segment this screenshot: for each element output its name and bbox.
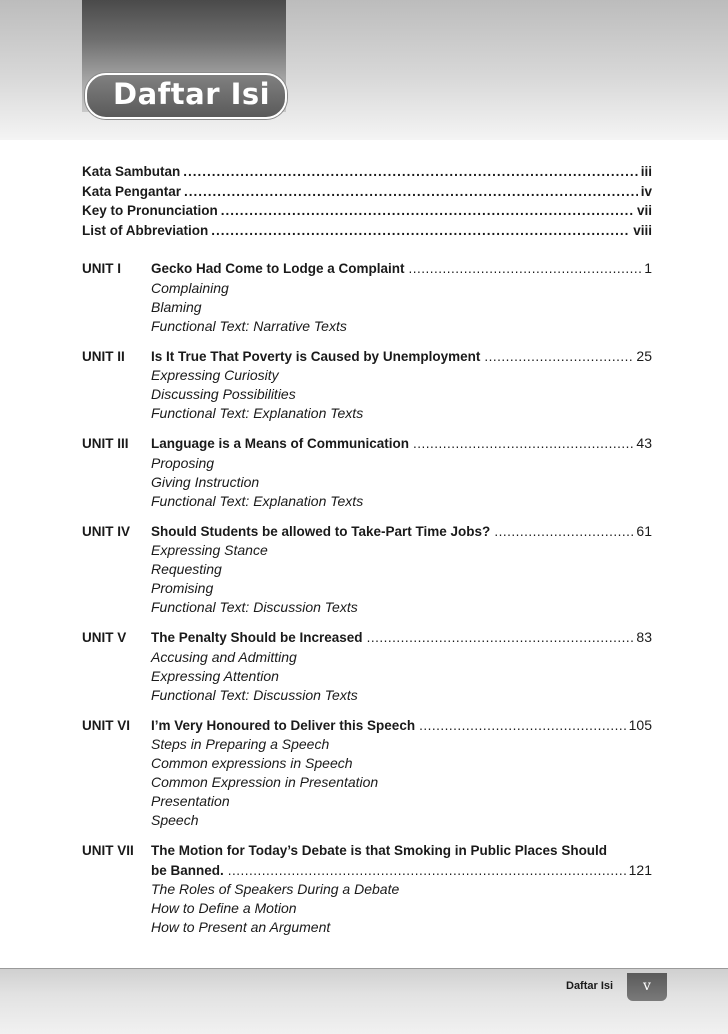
- dot-leader: [184, 184, 638, 199]
- unit-entry: [82, 841, 652, 937]
- unit-subtopic: Blaming: [151, 298, 202, 315]
- unit-subtopic: Presentation: [151, 793, 230, 809]
- unit-entry: [82, 259, 652, 336]
- unit-subtopic: Accusing and Admitting: [151, 648, 297, 665]
- toc-entry-label: Key to Pronunciation: [82, 203, 218, 218]
- dot-leader: [367, 628, 634, 648]
- toc-entry-page: viii: [633, 222, 652, 238]
- unit-page: 1: [644, 260, 652, 276]
- unit-title: Should Students be allowed to Take-Part Time Jobs?: [151, 523, 491, 539]
- page-number: v: [643, 978, 651, 994]
- unit-subtopic: The Roles of Speakers During a Debate: [151, 881, 400, 897]
- unit-subtopic: Functional Text: Narrative Texts: [151, 317, 347, 334]
- unit-subtopic: Complaining: [151, 279, 229, 296]
- dot-leader: [413, 434, 633, 454]
- unit-entry: [82, 434, 652, 511]
- dot-leader: [211, 223, 630, 238]
- unit-page: 83: [636, 629, 652, 645]
- unit-title: Gecko Had Come to Lodge a Complaint: [151, 261, 405, 276]
- unit-title: The Penalty Should be Increased: [151, 630, 363, 645]
- toc-entry-page: vii: [636, 203, 652, 218]
- unit-subtopic: Discussing Possibilities: [151, 386, 296, 402]
- unit-label: UNIT III: [82, 436, 129, 451]
- unit-label: UNIT V: [82, 630, 127, 645]
- unit-subtopic: Functional Text: Discussion Texts: [151, 599, 358, 615]
- front-matter-list: [82, 164, 652, 242]
- dot-leader: [409, 259, 642, 279]
- dot-leader: [484, 347, 633, 367]
- unit-page: 25: [636, 347, 652, 364]
- dot-leader: [221, 203, 634, 218]
- unit-subtopic: Speech: [151, 812, 199, 828]
- unit-subtopic: Common expressions in Speech: [151, 755, 353, 771]
- unit-page: 61: [636, 522, 652, 539]
- unit-title-row[interactable]: [151, 259, 652, 279]
- unit-entry: [82, 716, 652, 831]
- unit-title: be Banned.: [151, 862, 224, 878]
- unit-subtopic: Requesting: [151, 561, 222, 577]
- toc-entry-label: List of Abbreviation: [82, 222, 209, 238]
- unit-title-row[interactable]: [151, 716, 652, 736]
- unit-title-row[interactable]: [151, 628, 652, 648]
- unit-title-row[interactable]: [151, 522, 652, 542]
- unit-label: UNIT VII: [82, 843, 134, 858]
- unit-label: UNIT I: [82, 261, 121, 276]
- unit-entry: [82, 347, 652, 424]
- footer-section-label: Daftar Isi: [566, 980, 614, 992]
- unit-subtopic: Proposing: [151, 454, 215, 471]
- unit-subtopic: Expressing Attention: [151, 667, 279, 684]
- toc-entry-page: iii: [640, 164, 652, 179]
- toc-entry[interactable]: [82, 203, 652, 223]
- units-list: [82, 259, 652, 948]
- unit-title-row[interactable]: [151, 434, 652, 454]
- unit-subtopic: How to Present an Argument: [151, 919, 331, 935]
- unit-title: Is It True That Poverty is Caused by Unemployment: [151, 348, 481, 364]
- unit-entry: [82, 522, 652, 618]
- toc-entry-label: Kata Sambutan: [82, 164, 181, 179]
- unit-subtopic: Giving Instruction: [151, 473, 260, 490]
- toc-entry[interactable]: [82, 223, 652, 243]
- unit-subtopic: Functional Text: Explanation Texts: [151, 405, 364, 421]
- unit-label: UNIT II: [82, 348, 125, 364]
- unit-title-row[interactable]: [151, 347, 652, 367]
- unit-title-line1[interactable]: The Motion for Today’s Debate is that Smoking in Public Places Should: [151, 843, 608, 858]
- page-title: Daftar Isi: [113, 77, 271, 111]
- unit-title: Language is a Means of Communication: [151, 436, 410, 451]
- toc-entry-page: iv: [640, 183, 652, 199]
- dot-leader: [419, 716, 626, 736]
- toc-entry[interactable]: [82, 164, 652, 184]
- unit-label: UNIT VI: [82, 717, 131, 733]
- dot-leader: [494, 522, 633, 542]
- unit-title-row[interactable]: [151, 861, 652, 881]
- dot-leader: [228, 861, 626, 881]
- unit-page: 105: [628, 716, 652, 733]
- unit-page: 43: [636, 435, 652, 451]
- unit-label: UNIT IV: [82, 523, 131, 539]
- unit-subtopic: Expressing Curiosity: [151, 367, 279, 383]
- unit-subtopic: Promising: [151, 580, 214, 596]
- unit-page: 121: [628, 861, 652, 878]
- toc-entry[interactable]: [82, 184, 652, 204]
- unit-title: I’m Very Honoured to Deliver this Speech: [151, 717, 416, 733]
- footer-divider: [0, 968, 728, 969]
- unit-subtopic: Functional Text: Discussion Texts: [151, 686, 358, 703]
- unit-entry: [82, 628, 652, 705]
- footer-band: [0, 968, 728, 1034]
- toc-entry-label: Kata Pengantar: [82, 183, 182, 199]
- unit-subtopic: Common Expression in Presentation: [151, 774, 379, 790]
- unit-subtopic: Steps in Preparing a Speech: [151, 736, 330, 752]
- unit-subtopic: Expressing Stance: [151, 542, 268, 558]
- unit-subtopic: How to Define a Motion: [151, 900, 297, 916]
- unit-subtopic: Functional Text: Explanation Texts: [151, 492, 364, 509]
- dot-leader: [183, 164, 637, 179]
